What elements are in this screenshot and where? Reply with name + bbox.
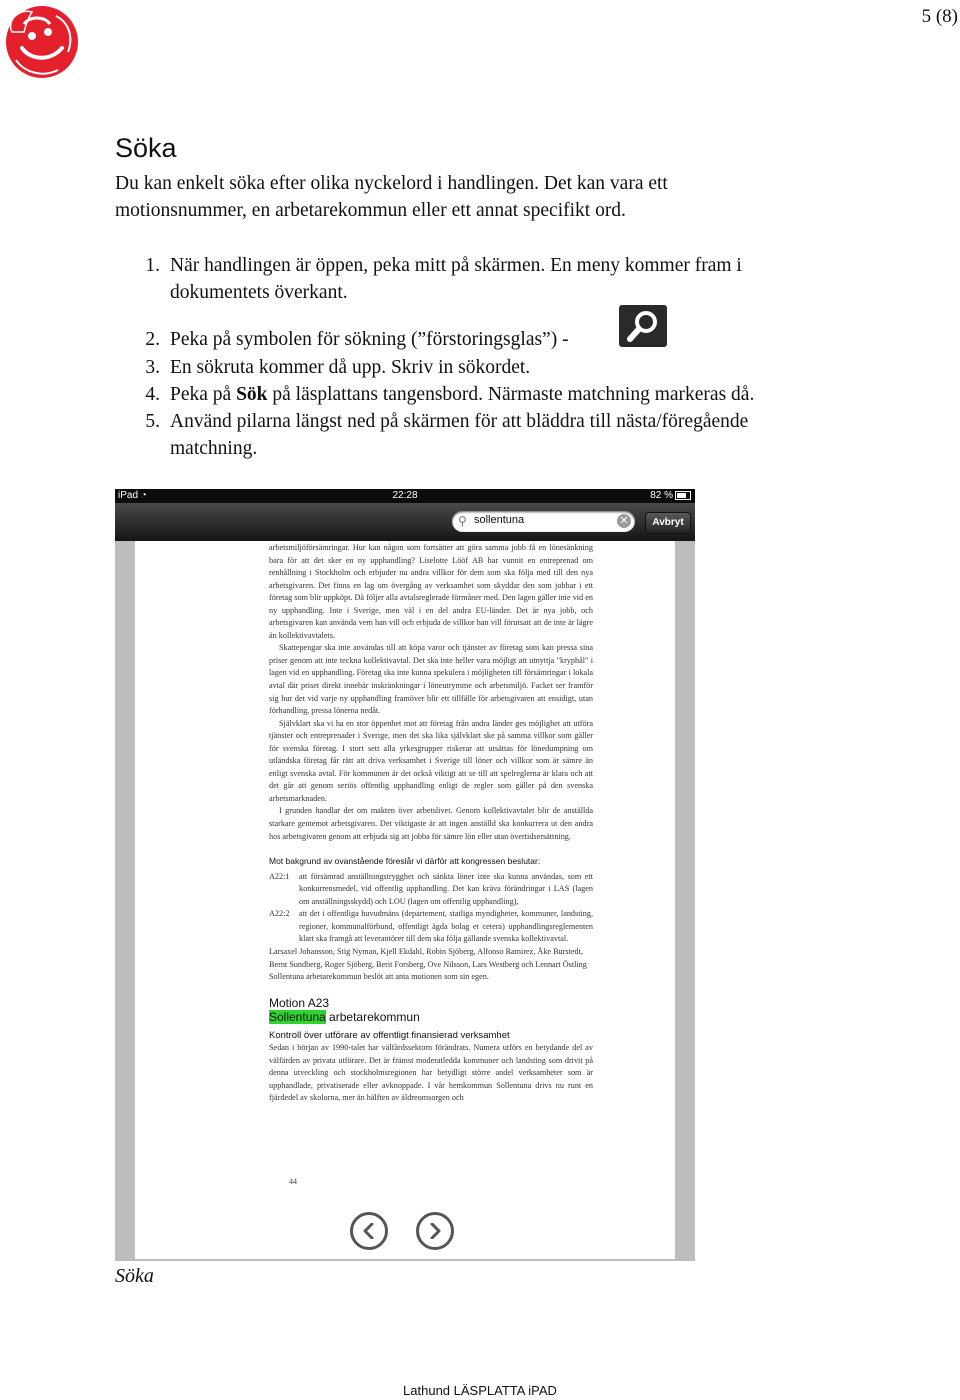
attsats-row [269, 871, 593, 909]
step-text: Använd pilarna längst ned på skärmen för att bläddra till nästa/föregående matchning. [170, 411, 749, 459]
battery-status: 82 % [650, 489, 691, 503]
doc-paragraph: arbetsmiljöförsämringar. Hur kan någon som fortsätter att göra samma jobb få en lönesänkning bara för att det sker en ny upphandling? Liselotte Lööf AB har vunnit en entreprenad om renhållning i Stockholm och erbjuder nu andra villkor för dem som ska följa med till den nya arbetsgivaren. Det finns en lag om övergång av verksamhet som skyddar den som jobbar i ett företag som blir uppköpt. Då följer alla avtalsreglerade förmåner med. Den lagen gäller inte vid en ny upphandling. Inte i Sverige, men väl i en del andra EU-länder. Det är nya jobb, och arbetsgivaren kan använda vem han vill och erbjuda de villkor han vill förutsatt att de inte är lägre än kollektivavtalets. [269, 543, 593, 640]
status-time: 22:28 [392, 490, 418, 501]
battery-icon [675, 491, 691, 500]
status-bar [115, 489, 695, 503]
section-heading: Söka [115, 133, 177, 163]
page-footer: Lathund LÄSPLATTA iPAD [403, 1383, 557, 1398]
doc-paragraph: I grunden handlar det om makten över arbetslivet. Genom kollektivavtalet blir de anställda starkare gentemot arbetsgivaren. Det viktigaste är att ingen anställd ska konkurrera ut den andra hos arbetsgivaren genom att erbjuda sig att jobba för sämre lön eller utan övertidsersättning. [269, 806, 593, 841]
signatories: Larsaxel Johansson, Stig Nyman, Kjell Ekdahl, Robin Sjöberg, Alfonso Ramirez, Åke Burstedt, Bernt Sundberg, Roger Sjöberg, Berit Forsberg, Ove Nilsson, Lars Westberg och Lennart Östling [269, 946, 587, 969]
sok-key-label: Sök [236, 384, 268, 405]
search-icon: ⚲ [458, 514, 467, 528]
search-match-highlight: Sollentuna [269, 1009, 326, 1024]
document-page-number: 44 [289, 1177, 297, 1186]
doc-paragraph: Skattepengar ska inte användas till att köpa varor och tjänster av företag som kan pressa sina priser genom att inte teckna kollektivavtal. Det ska inte heller vara möjligt att utnyttja "kryphål" i lagen vid en upphandling. Företag ska inte kunna spekulera i möjligheten till försämringar i lokala avtal där priset direkt innebär inskränkningar i löneutrymme och arbetsmiljö. Facket ser framför sig hur det vid varje ny upphandling framöver blir ett tillfälle för arbetsgivaren att ensidigt, utan förhandling, pressa lönerna nedåt. [269, 643, 593, 716]
decision: Sollentuna arbetarekommun beslöt att anta motionen som sin egen. [269, 972, 489, 982]
chevron-left-icon [362, 1223, 376, 1239]
search-toolbar [115, 503, 695, 541]
attsats-label: A22:1 [269, 871, 290, 881]
motion-text: Sedan i början av 1990-talet har välfärdssektorn förändrats. Numera utförs en betydande del av välfärden av privata utförare. Det är främst moderatledda kommuner och landsting som drivit på denna utveckling och stockholmsregionen har betydligt större andel verksamheter som är upphandlade, privatiserade eller avknoppade. I vår hemkommun Sollentuna drivs nu runt en fjärdedel av skolorna, mer än hälften av äldreomsorgen och [269, 1043, 593, 1103]
magnifier-icon [619, 305, 667, 347]
cancel-button[interactable]: Avbryt [645, 512, 691, 534]
attsats-label: A22:2 [269, 909, 290, 919]
attsats-text: att det i offentliga huvudmäns (departement, statliga myndigheter, kommuner, landsting, regioner, kommunalförbund, offentligt ägda bolag et cetera) upphandlingsreglementen klart ska framgå att leverantörer till dem ska följa gällande svenska kollektivavtal. [299, 909, 593, 944]
party-rose-logo [2, 2, 80, 82]
document-content [269, 542, 593, 1105]
step-text: När handlingen är öppen, peka mitt på skärmen. En meny kommer fram i dokumentets överkant. [170, 255, 742, 303]
step-number: 2. [145, 329, 160, 350]
doc-paragraph: Självklart ska vi ha en stor öppenhet mot att företag från andra länder ges möjlighet att utföra tjänster och entreprenader i Sverige, men det ska lika självklart ske på samma villkor som gäller för svenska företag. I stort sett alla yrkesgrupper riskerar att utsättas för lönedumpning om utländska företag får rätt att driva verksamhet i Sverige till löner och villkor som är sämre än enligt svenska avtal. För kommunen är det också viktigt att se till att spelreglerna är klara och att det går att genom seriös offentlig upphandling enligt de regler som gäller på den svenska arbetsmarknaden. [269, 718, 593, 803]
step-number: 5. [145, 411, 160, 432]
search-input[interactable] [452, 511, 635, 532]
step-text: Peka på symbolen för sökning (”förstoringsglas”) - [170, 329, 569, 350]
page-number: 5 (8) [921, 6, 958, 27]
next-match-button[interactable] [416, 1212, 454, 1250]
motion-author: Sollentuna arbetarekommun [269, 1009, 420, 1024]
carrier-label: iPad ◔ [118, 490, 147, 501]
previous-match-button[interactable] [350, 1212, 388, 1250]
step-number: 1. [145, 255, 160, 276]
step-text: Peka på Sök på läsplattans tangensbord. Närmaste matchning markeras då. [170, 384, 755, 405]
wifi-icon: ◔ [140, 490, 147, 501]
intro-paragraph: Du kan enkelt söka efter olika nyckelord i handlingen. Det kan vara ett motionsnummer, en arbetarekommun eller ett annat specifikt ord. [115, 173, 668, 221]
search-value: sollentuna [474, 514, 525, 526]
step-number: 3. [145, 357, 160, 378]
attsatser-heading: Mot bakgrund av ovanstående föreslår vi därför att kongressen beslutar: [269, 856, 541, 867]
figure-caption: Söka [115, 1265, 154, 1287]
step-number: 4. [145, 384, 160, 405]
chevron-right-icon [428, 1223, 442, 1239]
clear-search-icon[interactable]: ✕ [617, 514, 631, 528]
attsats-text: att försämrad anställningstrygghet och sänkta löner inte ska kunna användas, som ett konkurrensmedel, vid offentlig upphandling. Det kan kräva förändringar i LAS (lagen om anställningsskydd) och LOU (lagen om offentlig upphandling), [299, 871, 593, 906]
motion-number: Motion A23 [269, 995, 330, 1010]
step-text: En sökruta kommer då upp. Skriv in sökordet. [170, 357, 531, 378]
ipad-screenshot [115, 489, 695, 1261]
attsats-row [269, 908, 593, 946]
motion-subtitle: Kontroll över utförare av offentligt finansierad verksamhet [269, 1029, 510, 1041]
